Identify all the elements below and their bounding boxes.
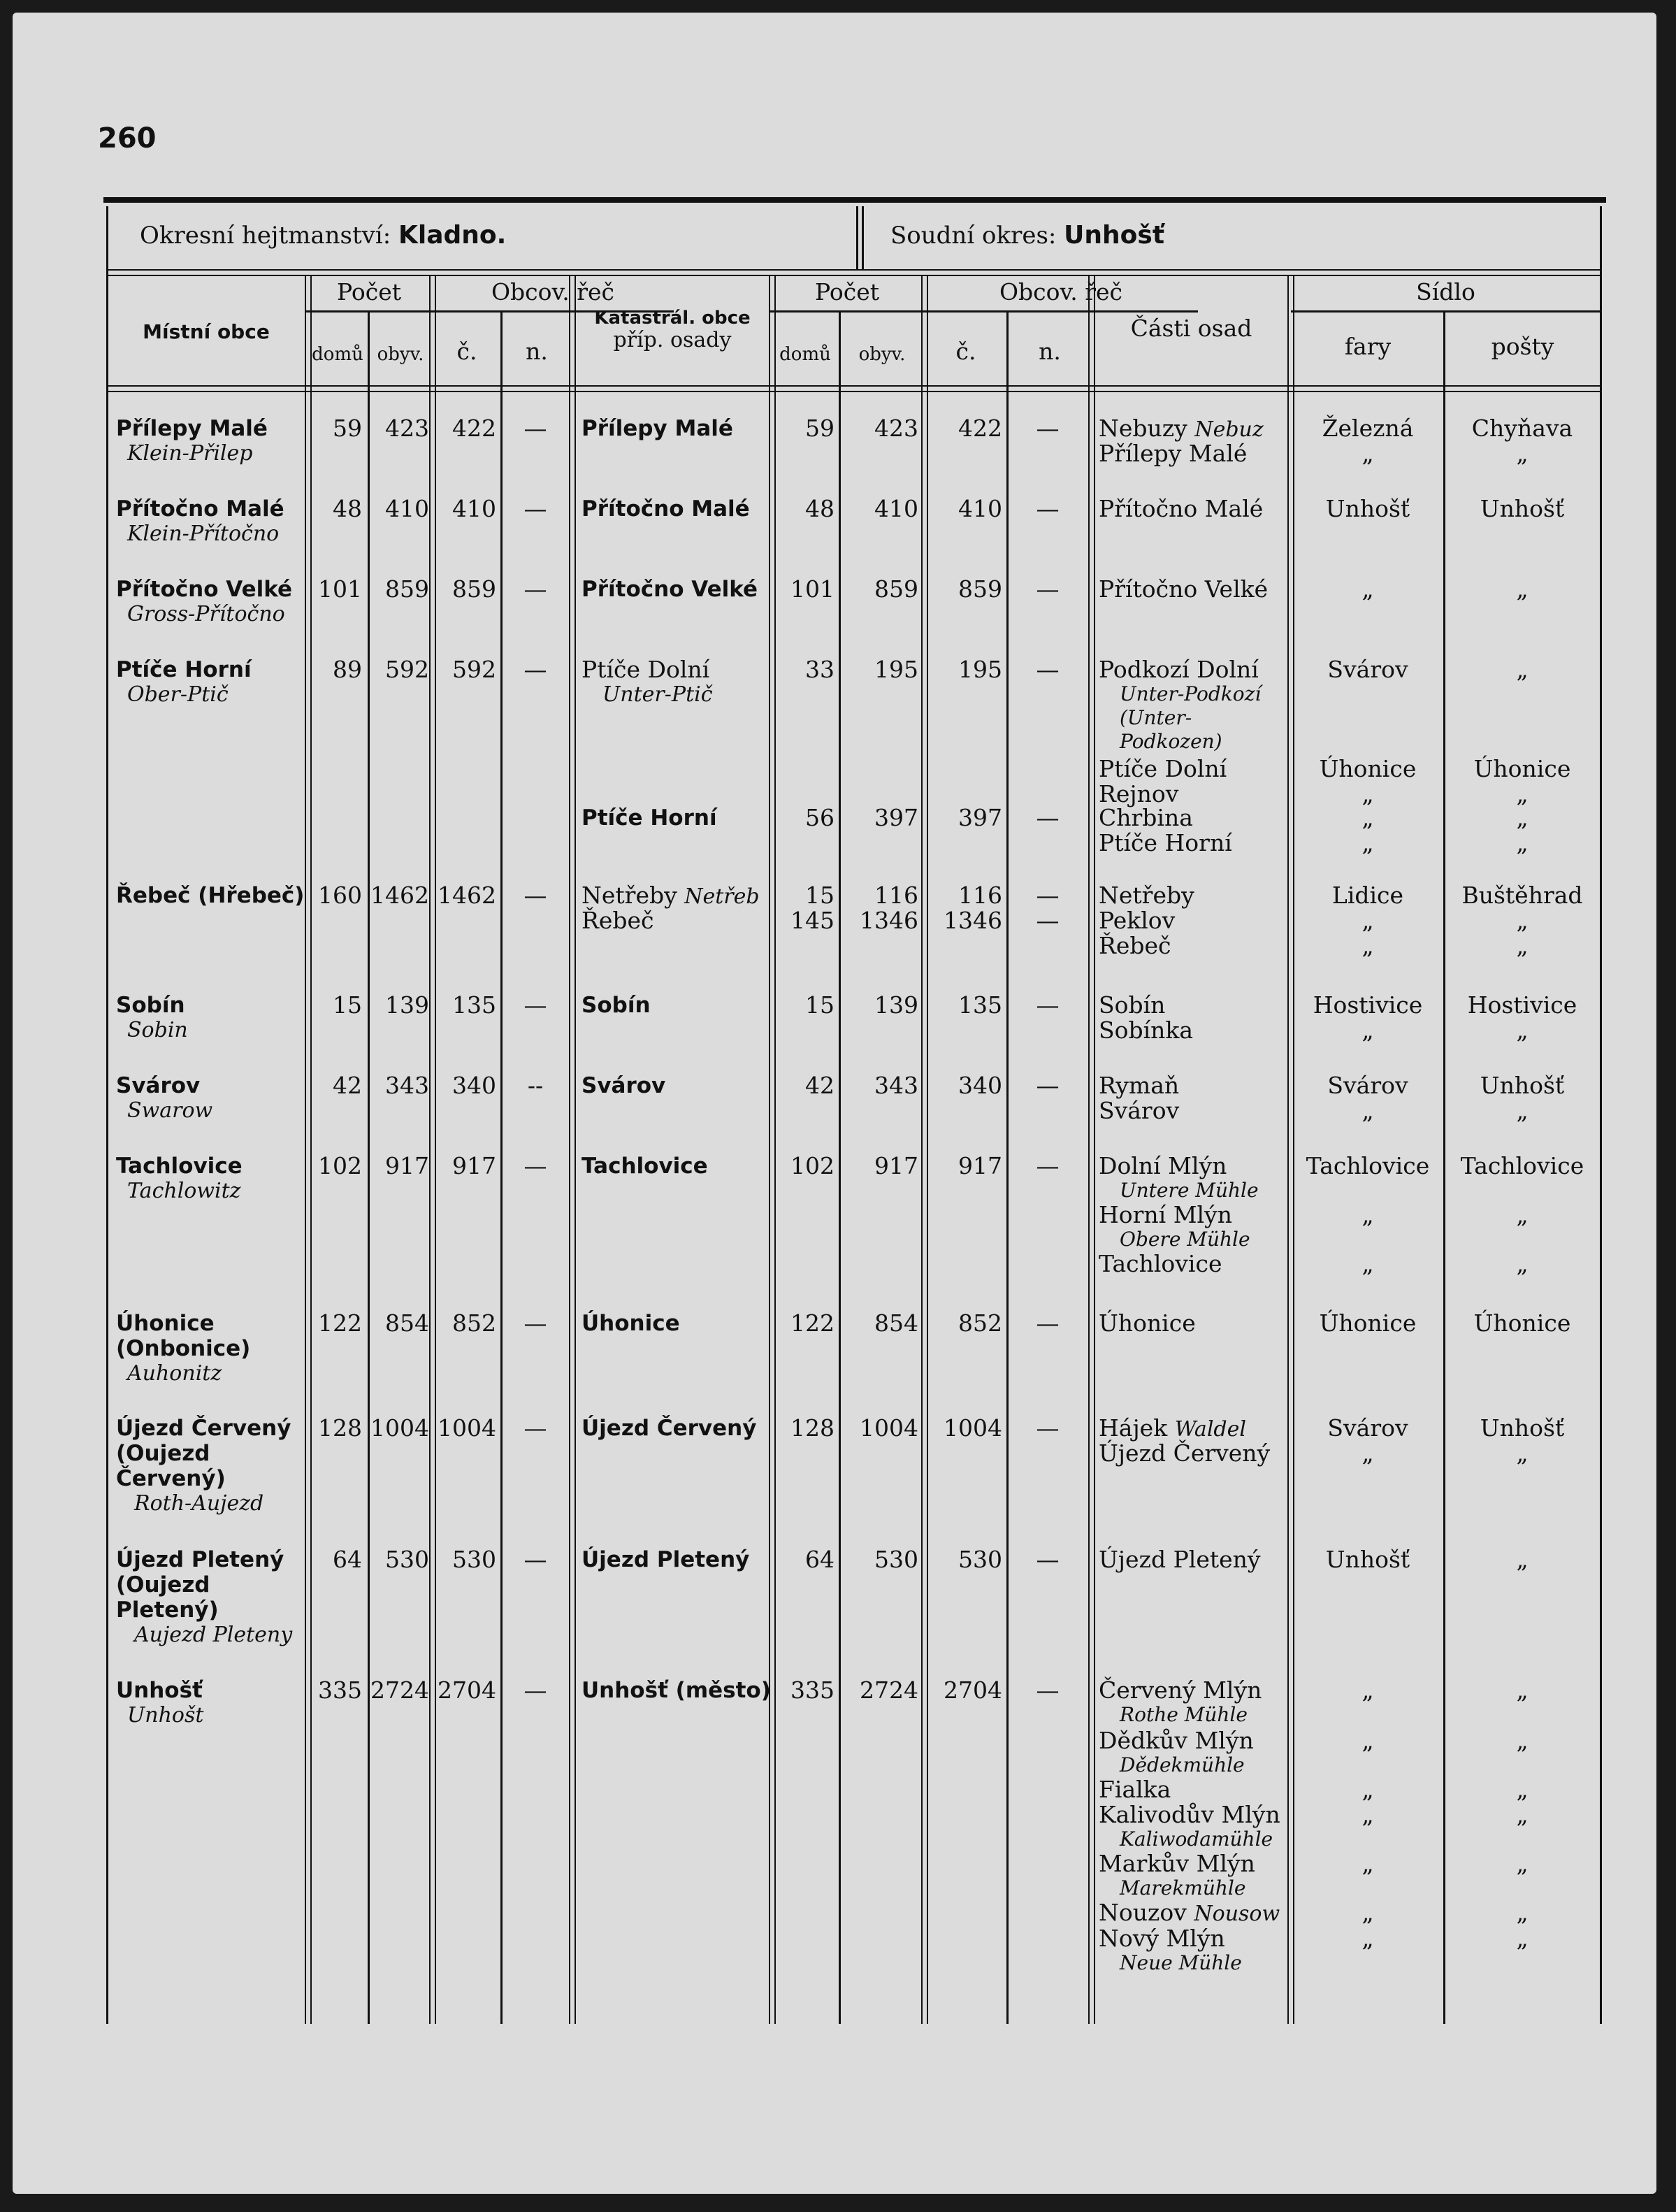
cadastral-houses: 64	[805, 1546, 835, 1573]
cadastral-german: —	[1036, 1152, 1060, 1179]
settlement-part: Úhonice	[1099, 1309, 1196, 1337]
place-name: Újezd Červený	[116, 1416, 291, 1441]
col-katastral-2: příp. osady	[613, 328, 732, 352]
post-office: „	[1516, 1676, 1529, 1704]
cadastral-name: Přílepy Malé	[581, 416, 733, 441]
table-left-border	[106, 206, 108, 2024]
post-office: „	[1516, 829, 1529, 856]
inhabitants-count: 2724	[370, 1676, 429, 1704]
cadastral-czech: 859	[958, 575, 1002, 603]
cadastral-czech: 340	[958, 1072, 1002, 1099]
parish-seat: „	[1361, 804, 1374, 831]
cadastral-houses: 42	[805, 1072, 835, 1099]
parish-seat: „	[1361, 1776, 1374, 1803]
settlement-part-german: Waldel	[1174, 1417, 1246, 1442]
post-office: Tachlovice	[1460, 1152, 1584, 1179]
cadastral-inhabitants: 116	[874, 882, 918, 909]
cadastral-inhabitants: 530	[874, 1546, 918, 1573]
district-label: Okresní hejtmanství:	[140, 222, 391, 250]
title-divider	[856, 206, 858, 271]
cadastral-german: —	[1036, 415, 1060, 442]
czech-speakers: 2704	[438, 1676, 496, 1704]
cadastral-czech: 852	[958, 1309, 1002, 1337]
col-domu-left: domů	[312, 344, 363, 365]
cadastral-czech: 422	[958, 415, 1002, 442]
parish-seat: „	[1361, 1201, 1374, 1228]
german-speakers: —	[523, 656, 547, 683]
cadastral-inhabitants: 854	[874, 1309, 918, 1337]
place-name: (Oujezd	[116, 1572, 210, 1597]
post-office: „	[1516, 1727, 1529, 1754]
court-value: Unhošť	[1064, 221, 1165, 250]
place-name: Přítočno Velké	[116, 577, 293, 602]
place-name: Svárov	[116, 1073, 201, 1098]
inhabitants-count: 530	[385, 1546, 429, 1573]
place-name-german: Gross-Přítočno	[127, 602, 285, 626]
parish-seat: Svárov	[1327, 1414, 1408, 1442]
post-office: Úhonice	[1473, 1309, 1571, 1337]
houses-count: 335	[318, 1676, 362, 1704]
parish-seat: „	[1361, 1097, 1374, 1124]
place-name-german: Sobin	[127, 1018, 188, 1042]
cadastral-german: —	[1036, 1414, 1060, 1442]
parish-seat: „	[1361, 1899, 1374, 1926]
post-office: Unhošť	[1480, 1072, 1565, 1099]
inhabitants-count: 139	[385, 991, 429, 1019]
german-speakers: —	[523, 882, 547, 909]
settlement-part: Červený Mlýn	[1099, 1676, 1262, 1704]
col-obcov-right: Obcov. řeč	[999, 278, 1123, 306]
inhabitants-count: 592	[385, 656, 429, 683]
cadastral-inhabitants: 917	[874, 1152, 918, 1179]
cadastral-houses: 102	[790, 1152, 835, 1179]
place-name-german: Aujezd Pleteny	[134, 1623, 293, 1647]
cadastral-houses: 56	[805, 804, 835, 831]
cadastral-german: —	[1036, 656, 1060, 683]
place-name-german: Auhonitz	[127, 1361, 222, 1386]
parish-seat: Železná	[1322, 415, 1414, 442]
place-name-german: Klein-Přítočno	[127, 522, 280, 546]
rule-after-katastral	[769, 275, 776, 2024]
parish-seat: Unhošť	[1325, 1546, 1410, 1573]
cadastral-houses: 335	[790, 1676, 835, 1704]
place-name-german: Roth-Aujezd	[134, 1491, 264, 1516]
top-rule	[103, 197, 1606, 203]
inhabitants-count: 854	[385, 1309, 429, 1337]
col-pocet-left: Počet	[336, 278, 401, 306]
houses-count: 89	[333, 656, 362, 683]
settlement-part-german: Nebuz	[1194, 417, 1264, 442]
cadastral-name: Přítočno Malé	[581, 496, 750, 522]
cadastral-czech: 917	[958, 1152, 1002, 1179]
cadastral-german: —	[1036, 1309, 1060, 1337]
col-mistni-obce: Místní obce	[143, 320, 270, 343]
settlement-part: Přítočno Malé	[1099, 495, 1264, 522]
header-rule	[106, 385, 1602, 392]
cadastral-name: Unhošť (město)	[581, 1678, 771, 1703]
parish-seat: „	[1361, 1017, 1374, 1044]
houses-count: 42	[333, 1072, 362, 1099]
district-value: Kladno.	[398, 221, 507, 250]
post-office: „	[1516, 1850, 1529, 1877]
settlement-part: Újezd Červený	[1099, 1439, 1271, 1467]
col-fary: fary	[1344, 333, 1392, 360]
cadastral-houses: 128	[790, 1414, 835, 1442]
settlement-part-german: Unter-Podkozí (Unter-Podkozen)	[1120, 682, 1262, 753]
houses-count: 101	[318, 575, 362, 603]
settlement-part: Řebeč	[1099, 932, 1171, 959]
inhabitants-count: 343	[385, 1072, 429, 1099]
cadastral-german: —	[1036, 804, 1060, 831]
cadastral-houses: 15	[805, 991, 835, 1019]
cadastral-inhabitants: 1346	[860, 907, 918, 934]
houses-count: 15	[333, 991, 362, 1019]
houses-count: 102	[318, 1152, 362, 1179]
rule-after-right-block	[1088, 275, 1095, 2024]
rule-after-left-block	[569, 275, 576, 2024]
cadastral-german: —	[1036, 882, 1060, 909]
place-name: Ptíče Horní	[116, 657, 252, 682]
post-office: „	[1516, 1925, 1529, 1952]
german-speakers: —	[523, 1546, 547, 1573]
cadastral-name: Újezd Červený	[581, 1416, 757, 1441]
cadastral-name: Úhonice	[581, 1311, 680, 1336]
parish-seat: „	[1361, 780, 1374, 807]
czech-speakers: 1462	[438, 882, 496, 909]
post-office: „	[1516, 575, 1529, 603]
post-office: „	[1516, 1899, 1529, 1926]
col-sidlo: Sídlo	[1416, 278, 1475, 306]
cadastral-inhabitants: 195	[874, 656, 918, 683]
parish-seat: „	[1361, 932, 1374, 959]
place-name: (Oujezd	[116, 1441, 210, 1466]
inhabitants-count: 423	[385, 415, 429, 442]
settlement-part: Kalivodův Mlýn	[1099, 1801, 1280, 1828]
cadastral-houses: 48	[805, 495, 835, 522]
cadastral-inhabitants: 410	[874, 495, 918, 522]
settlement-part-german: Neue Mühle	[1120, 1951, 1242, 1974]
parish-seat: Lidice	[1331, 882, 1404, 909]
cadastral-inhabitants: 139	[874, 991, 918, 1019]
post-office: Úhonice	[1473, 755, 1571, 782]
post-office: „	[1516, 907, 1529, 934]
col-c-right: č.	[955, 338, 976, 365]
post-office: „	[1516, 1097, 1529, 1124]
inhabitants-count: 1004	[370, 1414, 429, 1442]
settlement-part: Újezd Pletený	[1099, 1546, 1261, 1573]
cadastral-czech: 116	[958, 882, 1002, 909]
cadastral-czech: 2704	[944, 1676, 1002, 1704]
district-table	[106, 206, 1603, 2024]
houses-count: 59	[333, 415, 362, 442]
rule-pocet-left	[429, 275, 436, 2024]
cadastral-czech: 195	[958, 656, 1002, 683]
settlement-part: Nouzov Nousow	[1099, 1899, 1280, 1926]
cadastral-houses: 59	[805, 415, 835, 442]
post-office: „	[1516, 440, 1529, 467]
place-name: Újezd Pletený	[116, 1547, 284, 1572]
post-office: Unhošť	[1480, 1414, 1565, 1442]
cadastral-czech: 410	[958, 495, 1002, 522]
rule-pocet-right	[921, 275, 928, 2024]
parish-seat: Tachlovice	[1306, 1152, 1430, 1179]
col-n-right: n.	[1039, 338, 1061, 365]
district-title	[140, 223, 506, 248]
title-rule	[106, 269, 1602, 276]
settlement-part: Peklov	[1099, 907, 1176, 934]
place-name-german: Tachlowitz	[127, 1179, 241, 1203]
post-office: „	[1516, 1017, 1529, 1044]
parish-seat: Hostivice	[1313, 991, 1423, 1019]
cadastral-german: —	[1036, 991, 1060, 1019]
place-name: Sobín	[116, 993, 185, 1018]
cadastral-name: Přítočno Velké	[581, 577, 758, 602]
cadastral-czech: 1346	[944, 907, 1002, 934]
cadastral-houses: 15	[805, 882, 835, 909]
post-office: „	[1516, 932, 1529, 959]
settlement-part: Horní Mlýn	[1099, 1201, 1232, 1228]
settlement-part: Sobín	[1099, 991, 1166, 1019]
post-office: Buštěhrad	[1461, 882, 1583, 909]
houses-count: 48	[333, 495, 362, 522]
inhabitants-count: 859	[385, 575, 429, 603]
settlement-part: Markův Mlýn	[1099, 1850, 1255, 1877]
post-office: Unhošť	[1480, 495, 1565, 522]
page-number: 260	[98, 122, 157, 155]
parish-seat: „	[1361, 907, 1374, 934]
place-name: Unhošť	[116, 1678, 203, 1703]
parish-seat: Úhonice	[1319, 755, 1417, 782]
german-speakers: —	[523, 575, 547, 603]
german-speakers: —	[523, 1309, 547, 1337]
czech-speakers: 135	[452, 991, 496, 1019]
place-name: Přítočno Malé	[116, 496, 284, 522]
col-obyv-right: obyv.	[858, 344, 906, 365]
rule-after-name	[305, 275, 312, 2024]
czech-speakers: 592	[452, 656, 496, 683]
parish-seat: Unhošť	[1325, 495, 1410, 522]
settlement-part: Dolní Mlýn	[1099, 1152, 1227, 1179]
czech-speakers: 1004	[438, 1414, 496, 1442]
cadastral-houses: 122	[790, 1309, 835, 1337]
settlement-part-german: Dědekmühle	[1120, 1753, 1245, 1776]
header-subline-mid	[770, 310, 1198, 313]
parish-seat: Svárov	[1327, 656, 1408, 683]
place-name-german: Unhošt	[127, 1703, 204, 1728]
houses-count: 160	[318, 882, 362, 909]
settlement-part: Nový Mlýn	[1099, 1925, 1225, 1952]
cadastral-inhabitants: 343	[874, 1072, 918, 1099]
settlement-part: Svárov	[1099, 1097, 1180, 1124]
cadastral-name: Ptíče Dolní	[581, 656, 710, 683]
settlement-part: Podkozí Dolní	[1099, 656, 1259, 683]
title-divider-2	[862, 206, 864, 271]
parish-seat: „	[1361, 829, 1374, 856]
cadastral-name: Svárov	[581, 1073, 666, 1098]
parish-seat: „	[1361, 1801, 1374, 1828]
inhabitants-count: 410	[385, 495, 429, 522]
german-speakers: —	[523, 1414, 547, 1442]
parish-seat: „	[1361, 1727, 1374, 1754]
czech-speakers: 340	[452, 1072, 496, 1099]
settlement-part-german: Untere Mühle	[1120, 1179, 1259, 1202]
parish-seat: „	[1361, 1850, 1374, 1877]
settlement-part: Hájek Waldel	[1099, 1414, 1246, 1442]
czech-speakers: 530	[452, 1546, 496, 1573]
place-name-german: Ober-Ptič	[127, 682, 229, 707]
cadastral-inhabitants: 397	[874, 804, 918, 831]
german-speakers: —	[523, 991, 547, 1019]
court-label: Soudní okres:	[890, 222, 1057, 250]
settlement-part-german: Nousow	[1194, 1902, 1280, 1926]
parish-seat: „	[1361, 440, 1374, 467]
settlement-part-german: Rothe Mühle	[1120, 1703, 1248, 1726]
cadastral-inhabitants: 859	[874, 575, 918, 603]
czech-speakers: 917	[452, 1152, 496, 1179]
place-name: Úhonice	[116, 1311, 215, 1336]
parish-seat: Úhonice	[1319, 1309, 1417, 1337]
settlement-part: Přílepy Malé	[1099, 440, 1248, 467]
cadastral-german: —	[1036, 1072, 1060, 1099]
parish-seat: „	[1361, 1439, 1374, 1467]
col-katastral-1: Katastrál. obce	[594, 308, 751, 329]
cadastral-czech: 135	[958, 991, 1002, 1019]
post-office: „	[1516, 1776, 1529, 1803]
cadastral-name: Ptíče Horní	[581, 805, 717, 831]
cadastral-name-german: Netřeb	[684, 884, 760, 909]
czech-speakers: 852	[452, 1309, 496, 1337]
cadastral-german: —	[1036, 575, 1060, 603]
cadastral-name: Sobín	[581, 993, 651, 1018]
settlement-part: Fialka	[1099, 1776, 1171, 1803]
cadastral-name: Újezd Pletený	[581, 1547, 750, 1572]
settlement-part: Rymaň	[1099, 1072, 1180, 1099]
cadastral-german: —	[1036, 1676, 1060, 1704]
settlement-part: Rejnov	[1099, 780, 1179, 807]
col-domu-right: domů	[779, 344, 831, 365]
parish-seat: „	[1361, 1925, 1374, 1952]
settlement-part: Ptíče Horní	[1099, 829, 1232, 856]
post-office: „	[1516, 1439, 1529, 1467]
place-name-german: Klein-Přilep	[127, 441, 253, 466]
houses-count: 122	[318, 1309, 362, 1337]
table-right-border	[1600, 206, 1602, 2024]
czech-speakers: 422	[452, 415, 496, 442]
settlement-part: Chrbina	[1099, 804, 1193, 831]
col-n-left: n.	[526, 338, 548, 365]
col-c-left: č.	[456, 338, 477, 365]
col-posty: pošty	[1491, 333, 1554, 360]
german-speakers: —	[523, 415, 547, 442]
inhabitants-count: 917	[385, 1152, 429, 1179]
parish-seat: „	[1361, 575, 1374, 603]
col-pocet-right: Počet	[814, 278, 879, 306]
cadastral-name: Řebeč	[581, 907, 654, 934]
cadastral-german: —	[1036, 495, 1060, 522]
rule-after-casti	[1287, 275, 1294, 2024]
settlement-part: Nebuzy Nebuz	[1099, 415, 1264, 442]
parish-seat: „	[1361, 1250, 1374, 1277]
settlement-part-german: Obere Mühle	[1120, 1228, 1250, 1251]
settlement-part: Přítočno Velké	[1099, 575, 1269, 603]
german-speakers: --	[527, 1072, 544, 1099]
cadastral-houses: 33	[805, 656, 835, 683]
place-name: Tachlovice	[116, 1154, 243, 1179]
german-speakers: —	[523, 495, 547, 522]
place-name: Přílepy Malé	[116, 416, 268, 441]
post-office: „	[1516, 1546, 1529, 1573]
german-speakers: —	[523, 1152, 547, 1179]
post-office: Hostivice	[1467, 991, 1577, 1019]
place-name: Řebeč (Hřebeč)	[116, 883, 305, 908]
parish-seat: Svárov	[1327, 1072, 1408, 1099]
post-office: Chyňava	[1471, 415, 1573, 442]
post-office: „	[1516, 1801, 1529, 1828]
col-obyv-left: obyv.	[377, 344, 424, 365]
col-obcov-left: Obcov. řeč	[491, 278, 615, 306]
post-office: „	[1516, 656, 1529, 683]
post-office: „	[1516, 1201, 1529, 1228]
place-name: Červený)	[116, 1466, 226, 1491]
german-speakers: —	[523, 1676, 547, 1704]
parish-seat: „	[1361, 1676, 1374, 1704]
cadastral-inhabitants: 423	[874, 415, 918, 442]
col-casti-osad: Části osad	[1130, 315, 1252, 342]
settlement-part: Dědkův Mlýn	[1099, 1727, 1254, 1754]
cadastral-german: —	[1036, 907, 1060, 934]
cadastral-inhabitants: 2724	[860, 1676, 918, 1704]
court-title	[890, 223, 1164, 248]
settlement-part-german: Marekmühle	[1120, 1876, 1246, 1899]
cadastral-czech: 397	[958, 804, 1002, 831]
czech-speakers: 859	[452, 575, 496, 603]
post-office: „	[1516, 780, 1529, 807]
cadastral-houses: 101	[790, 575, 835, 603]
settlement-part-german: Kaliwodamühle	[1120, 1827, 1273, 1851]
settlement-part: Netřeby	[1099, 882, 1194, 909]
houses-count: 128	[318, 1414, 362, 1442]
cadastral-czech: 530	[958, 1546, 1002, 1573]
cadastral-inhabitants: 1004	[860, 1414, 918, 1442]
post-office: „	[1516, 1250, 1529, 1277]
houses-count: 64	[333, 1546, 362, 1573]
cadastral-name-german: Unter-Ptič	[602, 682, 713, 707]
inhabitants-count: 1462	[370, 882, 429, 909]
cadastral-name: Tachlovice	[581, 1154, 708, 1179]
cadastral-name: Netřeby Netřeb	[581, 882, 760, 909]
place-name: (Onbonice)	[116, 1336, 251, 1361]
settlement-part: Ptíče Dolní	[1099, 755, 1227, 782]
settlement-part: Tachlovice	[1099, 1250, 1222, 1277]
cadastral-german: —	[1036, 1546, 1060, 1573]
place-name-german: Swarow	[127, 1098, 213, 1123]
settlement-part: Sobínka	[1099, 1017, 1194, 1044]
header-subline-right	[1291, 310, 1601, 313]
cadastral-czech: 1004	[944, 1414, 1002, 1442]
post-office: „	[1516, 804, 1529, 831]
place-name: Pletený)	[116, 1597, 219, 1623]
czech-speakers: 410	[452, 495, 496, 522]
cadastral-houses: 145	[790, 907, 835, 934]
